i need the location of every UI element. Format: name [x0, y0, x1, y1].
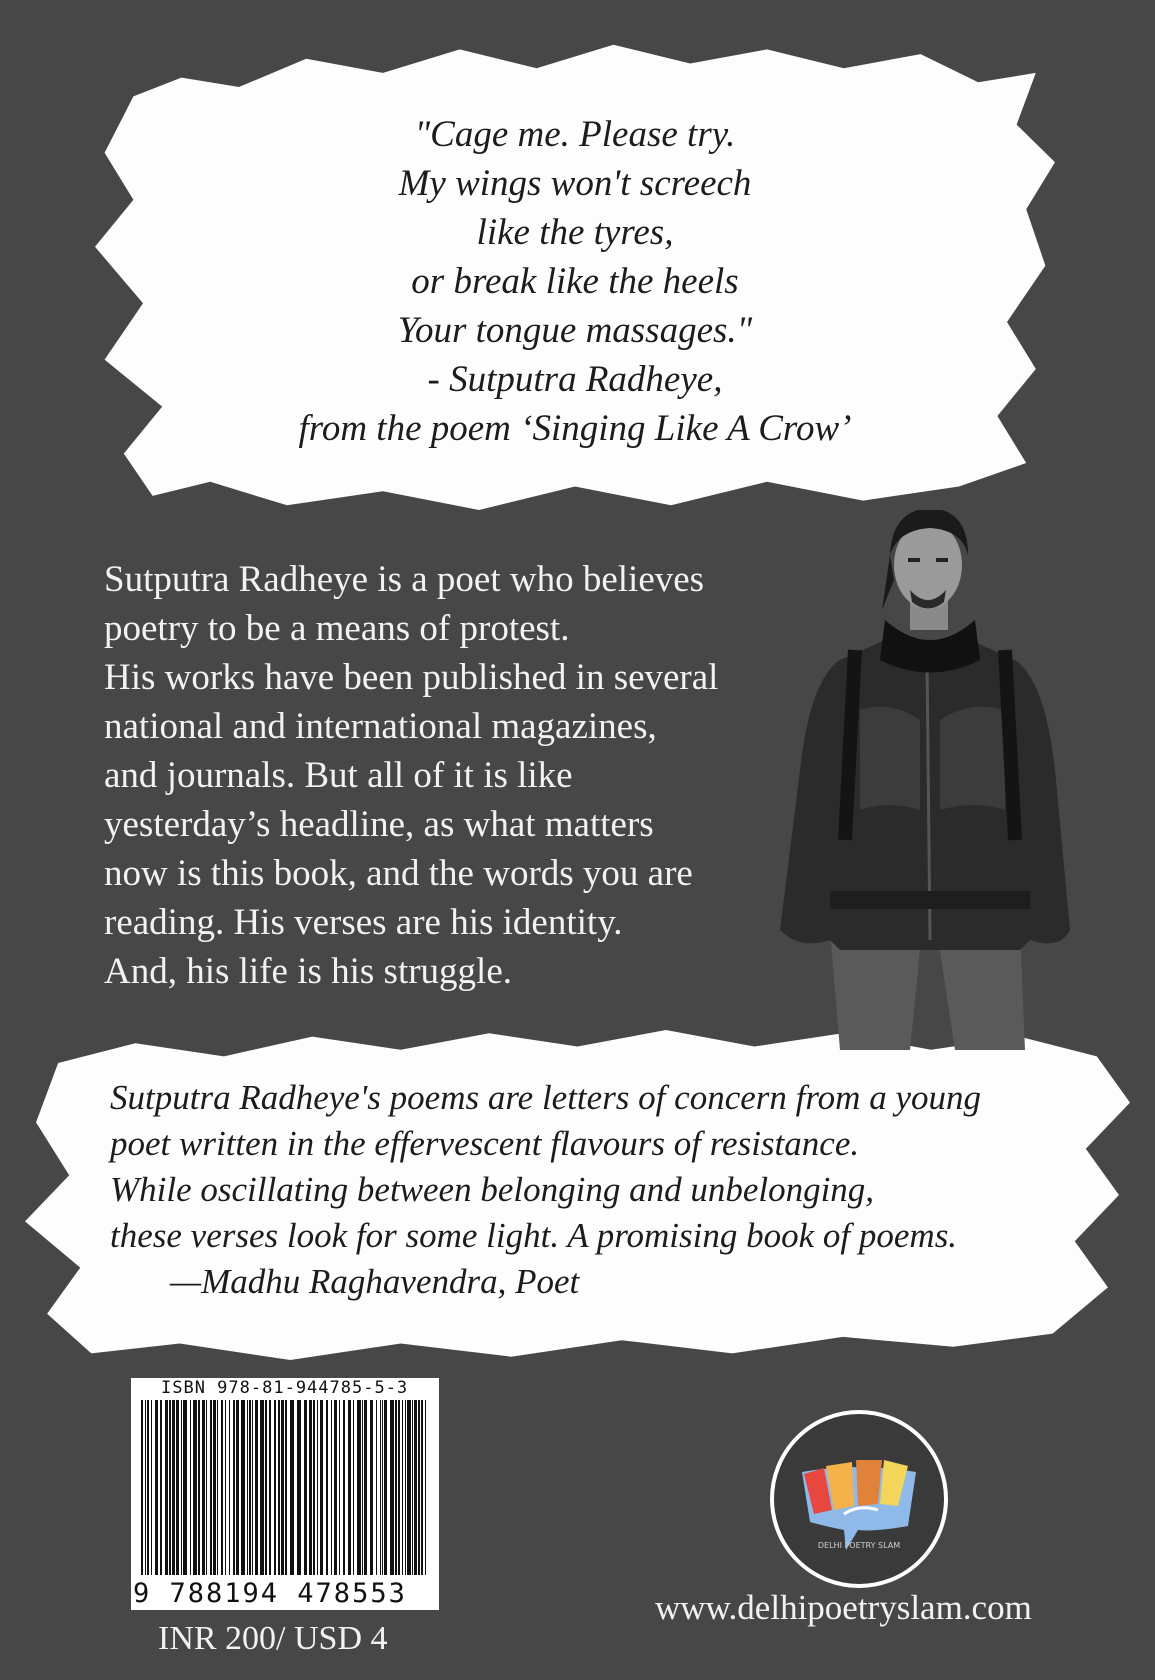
author-bio — [104, 555, 804, 996]
quote-line: "Cage me. Please try. — [414, 114, 736, 155]
bio-line: now is this book, and the words you are — [104, 853, 693, 894]
speech-bubble-logo-icon — [774, 1414, 944, 1584]
review-line: Sutputra Radheye's poems are letters of concern from a young — [110, 1078, 981, 1117]
quote-source: from the poem ‘Singing Like A Crow’ — [298, 408, 852, 449]
publisher-website[interactable]: www.delhipoetryslam.com — [655, 1588, 1032, 1627]
isbn-barcode — [131, 1378, 439, 1610]
bio-line: reading. His verses are his identity. — [104, 902, 623, 943]
bio-line: Sutputra Radheye is a poet who believes — [104, 559, 705, 600]
review-blurb — [110, 1075, 1110, 1305]
review-line: these verses look for some light. A promising book of poems. — [110, 1216, 958, 1255]
publisher-logo — [770, 1410, 948, 1588]
review-attribution: —Madhu Raghavendra, Poet — [170, 1262, 580, 1301]
isbn-label: ISBN 978-81-944785-5-3 — [161, 1378, 409, 1398]
poem-excerpt — [150, 110, 1000, 453]
bio-line: yesterday’s headline, as what matters — [104, 804, 654, 845]
bio-line: And, his life is his struggle. — [104, 951, 513, 992]
review-line: poet written in the effervescent flavours of resistance. — [110, 1124, 860, 1163]
barcode-bars-icon — [137, 1400, 433, 1580]
quote-line: like the tyres, — [476, 212, 674, 253]
review-line: While oscillating between belonging and unbelonging, — [110, 1170, 875, 1209]
quote-author: - Sutputra Radheye, — [427, 359, 723, 400]
logo-text: DELHI POETRY SLAM — [817, 1541, 901, 1550]
bio-line: poetry to be a means of protest. — [104, 608, 570, 649]
isbn-digits: 9 788194 478553 — [133, 1578, 407, 1609]
bio-line: and journals. But all of it is like — [104, 755, 573, 796]
quote-line: Your tongue massages." — [397, 310, 753, 351]
bio-line: His works have been published in several — [104, 657, 719, 698]
author-photo — [770, 510, 1100, 1050]
quote-line: or break like the heels — [411, 261, 739, 302]
bio-line: national and international magazines, — [104, 706, 657, 747]
price-label: INR 200/ USD 4 — [158, 1620, 388, 1657]
quote-line: My wings won't screech — [398, 163, 752, 204]
